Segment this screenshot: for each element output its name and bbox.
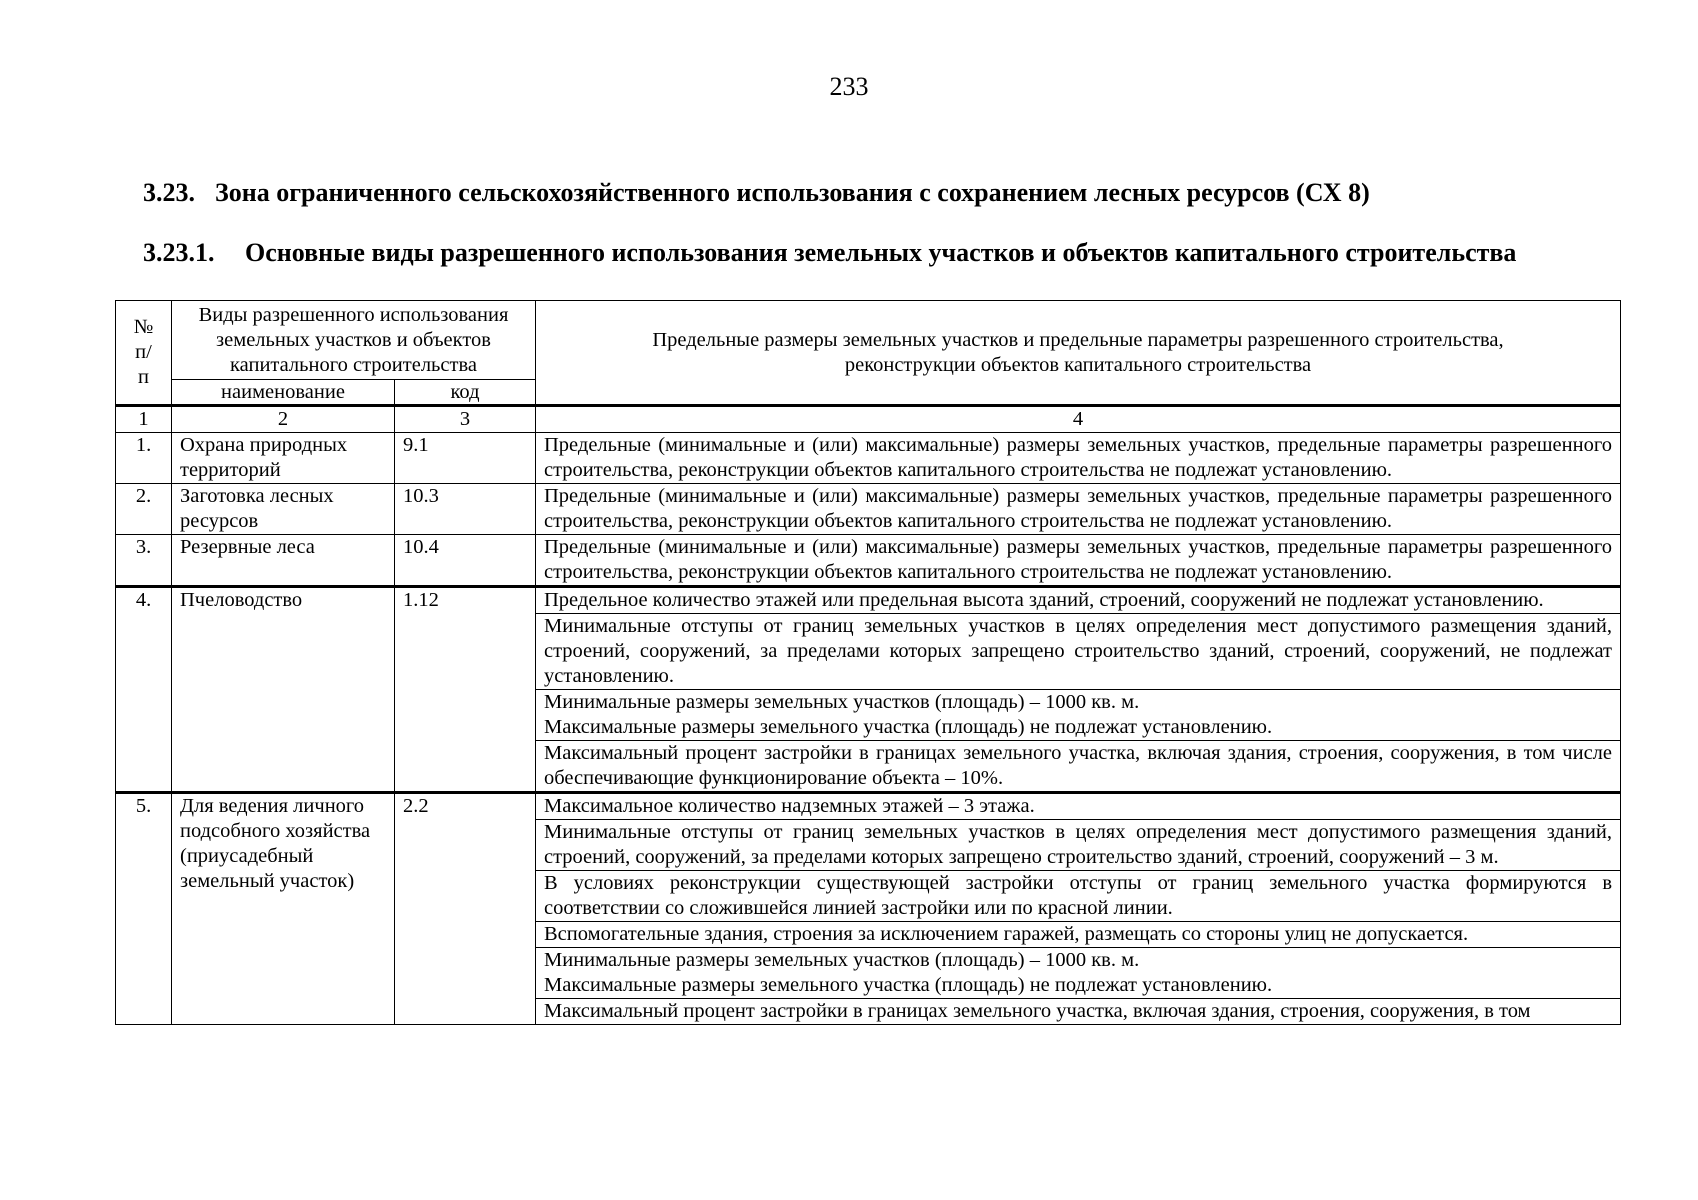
- row-parameter: Максимальный процент застройки в границах земельного участка, включая здания, строения, сооружения, в том числе обеспечивающие функционирование объекта – 10%.: [536, 741, 1621, 793]
- section-heading: [143, 178, 1623, 208]
- column-number: 4: [536, 406, 1621, 433]
- row-use-name: Заготовка лесных ресурсов: [172, 484, 395, 535]
- row-parameter: Максимальное количество надземных этажей – 3 этажа.: [536, 793, 1621, 820]
- row-use-name: Охрана природных территорий: [172, 433, 395, 484]
- section-number: 3.23.: [143, 178, 195, 207]
- permitted-use-table: [115, 300, 1621, 1025]
- header-name: наименование: [172, 380, 395, 406]
- subsection-heading: [143, 236, 1621, 269]
- table-row: [116, 433, 1621, 484]
- header-num: № п/п: [116, 301, 172, 406]
- row-parameter: Минимальные размеры земельных участков (площадь) – 1000 кв. м. Максимальные размеры земельного участка (площадь) не подлежат установлению.: [536, 690, 1621, 741]
- column-number: 2: [172, 406, 395, 433]
- table-row: [116, 484, 1621, 535]
- column-number: 3: [395, 406, 536, 433]
- section-title: Зона ограниченного сельскохозяйственного использования с сохранением лесных ресурсов (СХ 8): [215, 178, 1370, 207]
- row-parameter: Предельные (минимальные и (или) максимальные) размеры земельных участков, предельные параметры разрешенного строительства, реконструкции объектов капитального строительства не подлежат установлению.: [536, 484, 1621, 535]
- row-parameter: Минимальные отступы от границ земельных участков в целях определения мест допустимого размещения зданий, строений, сооружений, за пределами которых запрещено строительство зданий, строений, сооружений, не подлежат установлению.: [536, 614, 1621, 690]
- row-use-code: 9.1: [395, 433, 536, 484]
- subsection-title: Основные виды разрешенного использования земельных участков и объектов капитального строительства: [245, 238, 1517, 267]
- row-number: 5.: [116, 793, 172, 1025]
- row-use-name: Для ведения личного подсобного хозяйства (приусадебный земельный участок): [172, 793, 395, 1025]
- row-parameter: Максимальный процент застройки в границах земельного участка, включая здания, строения, сооружения, в том: [536, 999, 1621, 1025]
- row-use-name: Пчеловодство: [172, 587, 395, 793]
- row-use-code: 10.4: [395, 535, 536, 587]
- row-parameter: В условиях реконструкции существующей застройки отступы от границ земельного участка формируются в соответствии со сложившейся линией застройки или по красной линии.: [536, 871, 1621, 922]
- row-number: 2.: [116, 484, 172, 535]
- row-use-code: 2.2: [395, 793, 536, 1025]
- row-use-code: 10.3: [395, 484, 536, 535]
- table-row: [116, 793, 1621, 820]
- row-parameter: Вспомогательные здания, строения за исключением гаражей, размещать со стороны улиц не допускается.: [536, 922, 1621, 948]
- row-parameter: Минимальные отступы от границ земельных участков в целях определения мест допустимого размещения зданий, строений, сооружений, за пределами которых запрещено строительство зданий, строений, сооружений – 3 м.: [536, 820, 1621, 871]
- subsection-number: 3.23.1.: [143, 238, 215, 267]
- table-row: [116, 535, 1621, 587]
- column-number: 1: [116, 406, 172, 433]
- row-use-code: 1.12: [395, 587, 536, 793]
- column-numbers-row: [116, 406, 1621, 433]
- table-row: [116, 587, 1621, 614]
- header-code: код: [395, 380, 536, 406]
- row-parameter: Предельные (минимальные и (или) максимальные) размеры земельных участков, предельные параметры разрешенного строительства, реконструкции объектов капитального строительства не подлежат установлению.: [536, 535, 1621, 587]
- row-parameter: Минимальные размеры земельных участков (площадь) – 1000 кв. м. Максимальные размеры земельного участка (площадь) не подлежат установлению.: [536, 948, 1621, 999]
- page-number: 233: [829, 72, 869, 101]
- header-row: [116, 301, 1621, 380]
- header-limits: Предельные размеры земельных участков и предельные параметры разрешенного строительства, реконструкции объектов капитального строительства: [536, 301, 1621, 406]
- header-types: Виды разрешенного использования земельных участков и объектов капитального строительства: [172, 301, 536, 380]
- row-number: 4.: [116, 587, 172, 793]
- row-use-name: Резервные леса: [172, 535, 395, 587]
- row-number: 3.: [116, 535, 172, 587]
- row-parameter: Предельные (минимальные и (или) максимальные) размеры земельных участков, предельные параметры разрешенного строительства, реконструкции объектов капитального строительства не подлежат установлению.: [536, 433, 1621, 484]
- row-number: 1.: [116, 433, 172, 484]
- row-parameter: Предельное количество этажей или предельная высота зданий, строений, сооружений не подлежат установлению.: [536, 587, 1621, 614]
